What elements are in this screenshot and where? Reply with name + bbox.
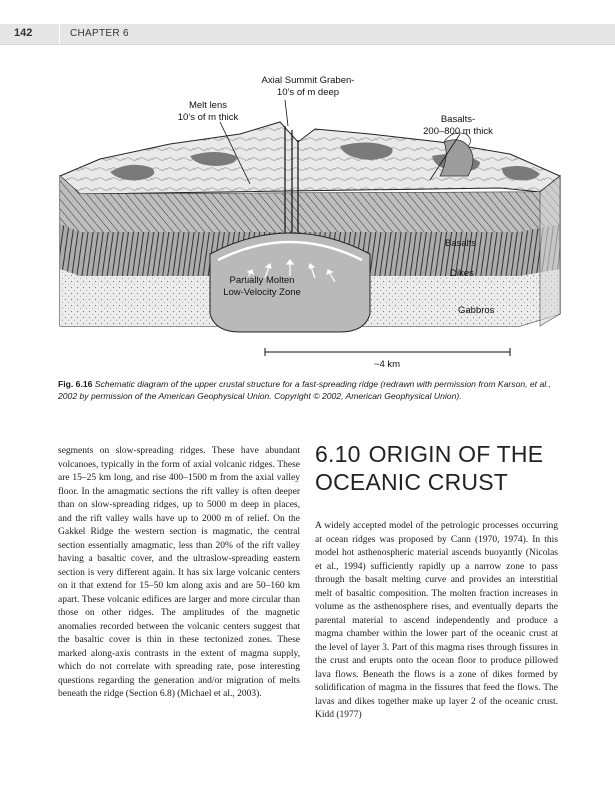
ridge-schematic — [40, 64, 580, 374]
section-heading — [315, 440, 565, 496]
label-melt-lens-2: 10’s of m thick — [177, 112, 239, 123]
left-column-text: segments on slow-spreading ridges. These have abundant volcanoes, typically in the form of axial volcanic ridges. These are 15–25 km long, and rise 400–1500 m from the axial valley floor. In the amagmatic sections the rift valley is often deeper than on slow-spreading ridges, up to 5000 m deep in places, and the rift valley walls have up to 2000 m of relief. On the Gakkel Ridge the western section is magmatic, the central section essentially amagmatic, less than 20% of the rift valley having a basaltic cover, and the ultraslow-spreading eastern section is very different again. It has six large volcanic centers on it that extend for 15–50 km along axis and are 50–160 km apart. These volcanic edifices are larger and more circular than those on other ridges. The amplitudes of the magnetic anomalies recorded between the volcanic centers suggest that the basaltic cover is thin in these tectonized zones. These marked along-axis contrasts in the extent of magma supply, which do not correlate with spreading rate, pose interesting questions regarding the generation and/or migration of melts beneath the ridge (Section 6.8) (Michael et al., 2003). — [58, 446, 300, 699]
section-title: ORIGIN OF THE OCEANIC CRUST — [315, 441, 544, 495]
label-basalts-top-2: 200–800 m thick — [423, 126, 493, 137]
label-gabbros: Gabbros — [458, 305, 495, 316]
label-melt-lens-1: Melt lens — [188, 100, 228, 111]
label-basalts-top-1: Basalts- — [440, 114, 476, 125]
label-partially-molten-2: Low-Velocity Zone — [223, 287, 301, 298]
label-axial-summit-1: Axial Summit Graben- — [261, 75, 355, 86]
label-partially-molten-1: Partially Molten — [229, 275, 295, 286]
figure-caption — [58, 378, 558, 402]
section-number: 6.10 — [315, 441, 361, 467]
caption-text: Schematic diagram of the upper crustal structure for a fast-spreading ridge (redrawn with permission from Karson, et al., 2002 by permission of the American Geophysical Union. Copyright © 2002, American Geophysical Union). — [58, 379, 551, 401]
figure-ridge-diagram — [40, 64, 580, 374]
chapter-label: CHAPTER 6 — [70, 28, 129, 39]
page-number: 142 — [14, 27, 33, 39]
label-scale: ~4 km — [373, 359, 401, 370]
label-basalts: Basalts — [445, 238, 477, 249]
caption-label: Fig. 6.16 — [58, 379, 93, 389]
label-axial-summit-2: 10’s of m deep — [276, 87, 340, 98]
label-dikes: Dikes — [450, 268, 474, 279]
header-divider — [59, 24, 60, 44]
right-column-text: A widely accepted model of the petrologic processes occurring at ocean ridges was proposed by Cann (1970, 1974). In this model hot asthenospheric material ascends buoyantly (Nicolas et al., 1994) sufficiently rapidly up a narrow zone to pass through the basalt melting curve and provides an interstitial melt of basaltic composition. The molten fraction increases in volume as the asthenosphere rises, and eventually departs the parental material to ascend independently and produce a magma chamber within the lower part of the oceanic crust at the level of layer 3. Part of this magma rises through fissures in the crust and erupts onto the ocean floor to produce pillowed lava flows. Beneath the flows is a zone of dikes formed by solidification of magma in the fissures that feed the flows. The lavas and dikes together make up layer 2 of the oceanic crust. Kidd (1977) — [315, 521, 558, 720]
